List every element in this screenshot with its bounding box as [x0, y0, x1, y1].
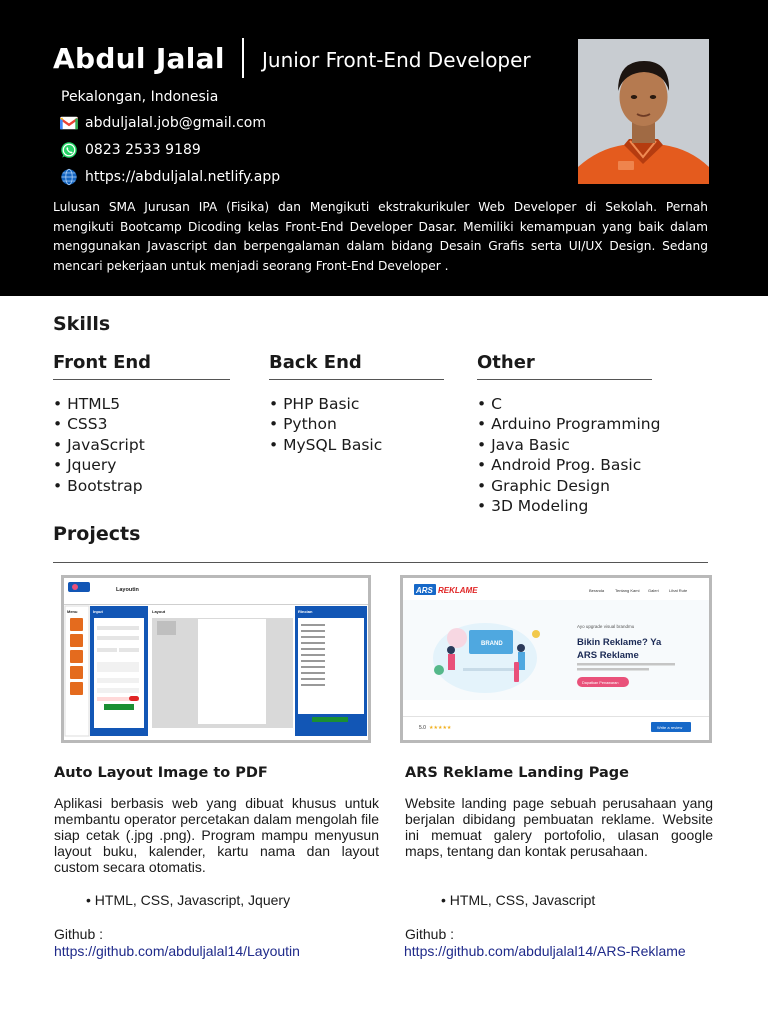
skill-item: • C	[477, 394, 652, 414]
project-title-ars: ARS Reklame Landing Page	[405, 765, 629, 781]
skills-front-end	[53, 352, 230, 496]
ars-review-label: Write a review	[657, 725, 683, 730]
name-divider	[242, 38, 244, 78]
ars-brand-label: BRAND	[481, 641, 503, 647]
phone-contact[interactable]	[60, 141, 201, 159]
front-end-divider	[53, 379, 230, 380]
resume-header	[0, 0, 768, 296]
ars-headline-1: Bikin Reklame? Ya	[577, 637, 662, 648]
layoutin-layout-label: Layout	[152, 609, 166, 614]
ars-cta-label: Dapatkan Penawaran	[582, 681, 619, 685]
email-text: abduljalal.job@gmail.com	[85, 115, 266, 131]
projects-divider	[53, 562, 708, 563]
project-tech-ars: • HTML, CSS, Javascript	[441, 892, 596, 908]
website-text: https://abduljalal.netlify.app	[85, 169, 281, 185]
project-tech-layoutin: • HTML, CSS, Javascript, Jquery	[86, 892, 291, 908]
website-contact[interactable]	[60, 168, 280, 186]
skills-heading: Skills	[53, 313, 111, 335]
phone-text: 0823 2533 9189	[85, 142, 201, 158]
skill-item: • Android Prog. Basic	[477, 455, 652, 475]
skill-item: • MySQL Basic	[269, 435, 444, 455]
email-contact[interactable]	[60, 114, 266, 132]
layoutin-menu-label: Menu	[67, 609, 78, 614]
skill-item: • Graphic Design	[477, 476, 652, 496]
github-label-layoutin: Github :	[54, 926, 104, 942]
ars-nav-beranda: Beranda	[589, 588, 605, 593]
job-title: Junior Front-End Developer	[262, 48, 531, 72]
ars-tagline: Ayo upgrade visual brandmu	[577, 624, 635, 629]
skill-item: • 3D Modeling	[477, 496, 652, 516]
location-text: Pekalongan, Indonesia	[61, 89, 219, 105]
ars-reklame-screenshot	[400, 575, 712, 743]
ars-nav-galeri: Galeri	[648, 588, 659, 593]
projects-heading: Projects	[53, 523, 141, 545]
ars-logo-text: REKLAME	[438, 586, 478, 595]
person-portrait-icon	[578, 39, 709, 184]
gmail-icon	[60, 114, 78, 132]
project-description-layoutin: Aplikasi berbasis web yang dibuat khusus untuk membantu operator percetakan dalam mengolah file siap cetak (.jpg .png). Program mampu menyusun layout buku, kalender, kartu nama dan layout custom secara otomatis.	[54, 795, 379, 875]
ars-logo-mark: ARS	[416, 586, 433, 595]
ars-rating: 5.0	[419, 725, 426, 731]
project-description-ars: Website landing page sebuah perusahaan yang berjalan dibidang pembuatan reklame. Website ini memuat galery portofolio, ulasan google maps, tentang dan kontak perusahaan.	[405, 795, 713, 859]
skill-item: • Bootstrap	[53, 476, 230, 496]
layoutin-rincian-label: Rincian	[298, 609, 313, 614]
skill-item: • Arduino Programming	[477, 414, 652, 434]
github-label-ars: Github :	[405, 926, 455, 942]
front-end-heading: Front End	[53, 352, 152, 373]
skills-other	[477, 352, 661, 516]
skill-item: • Python	[269, 414, 444, 434]
skill-item: • HTML5	[53, 394, 230, 414]
layoutin-screenshot	[61, 575, 371, 743]
layoutin-input-label: Input	[93, 609, 103, 614]
ars-nav-rute: Lihat Rute	[669, 588, 688, 593]
rating-stars-icon: ★★★★★	[429, 725, 452, 731]
back-end-divider	[269, 379, 444, 380]
globe-icon	[60, 168, 78, 186]
profile-photo	[578, 39, 709, 184]
other-divider	[477, 379, 652, 380]
layoutin-logo-icon	[68, 582, 90, 592]
skill-item: • Jquery	[53, 455, 230, 475]
skill-item: • CSS3	[53, 414, 230, 434]
github-link-ars[interactable]: https://github.com/abduljalal14/ARS-Reklame	[404, 943, 686, 959]
ars-headline-2: ARS Reklame	[577, 650, 639, 661]
skill-item: • JavaScript	[53, 435, 230, 455]
back-end-heading: Back End	[269, 352, 362, 373]
other-heading: Other	[477, 352, 535, 373]
profile-summary: Lulusan SMA Jurusan IPA (Fisika) dan Mengikuti ekstrakurikuler Web Developer di Sekolah. Pernah mengikuti Bootcamp Dicoding kelas Front-End Developer Dasar. Memiliki kemampuan yang baik dalam menggunakan Javascript dan berpengalaman dalam bidang Desain Grafis serta UI/UX Design. Sedang mencari pekerjaan untuk menjadi seorang Front-End Developer .	[53, 200, 708, 273]
project-title-layoutin: Auto Layout Image to PDF	[54, 765, 268, 781]
whatsapp-icon	[60, 141, 78, 159]
person-name: Abdul Jalal	[53, 42, 225, 75]
skill-item: • PHP Basic	[269, 394, 444, 414]
skills-back-end	[269, 352, 444, 455]
ars-nav-tentang: Tentang Kami	[615, 588, 640, 593]
layoutin-app-name: Layoutin	[116, 587, 139, 593]
github-link-layoutin[interactable]: https://github.com/abduljalal14/Layoutin	[54, 943, 300, 959]
skill-item: • Java Basic	[477, 435, 652, 455]
